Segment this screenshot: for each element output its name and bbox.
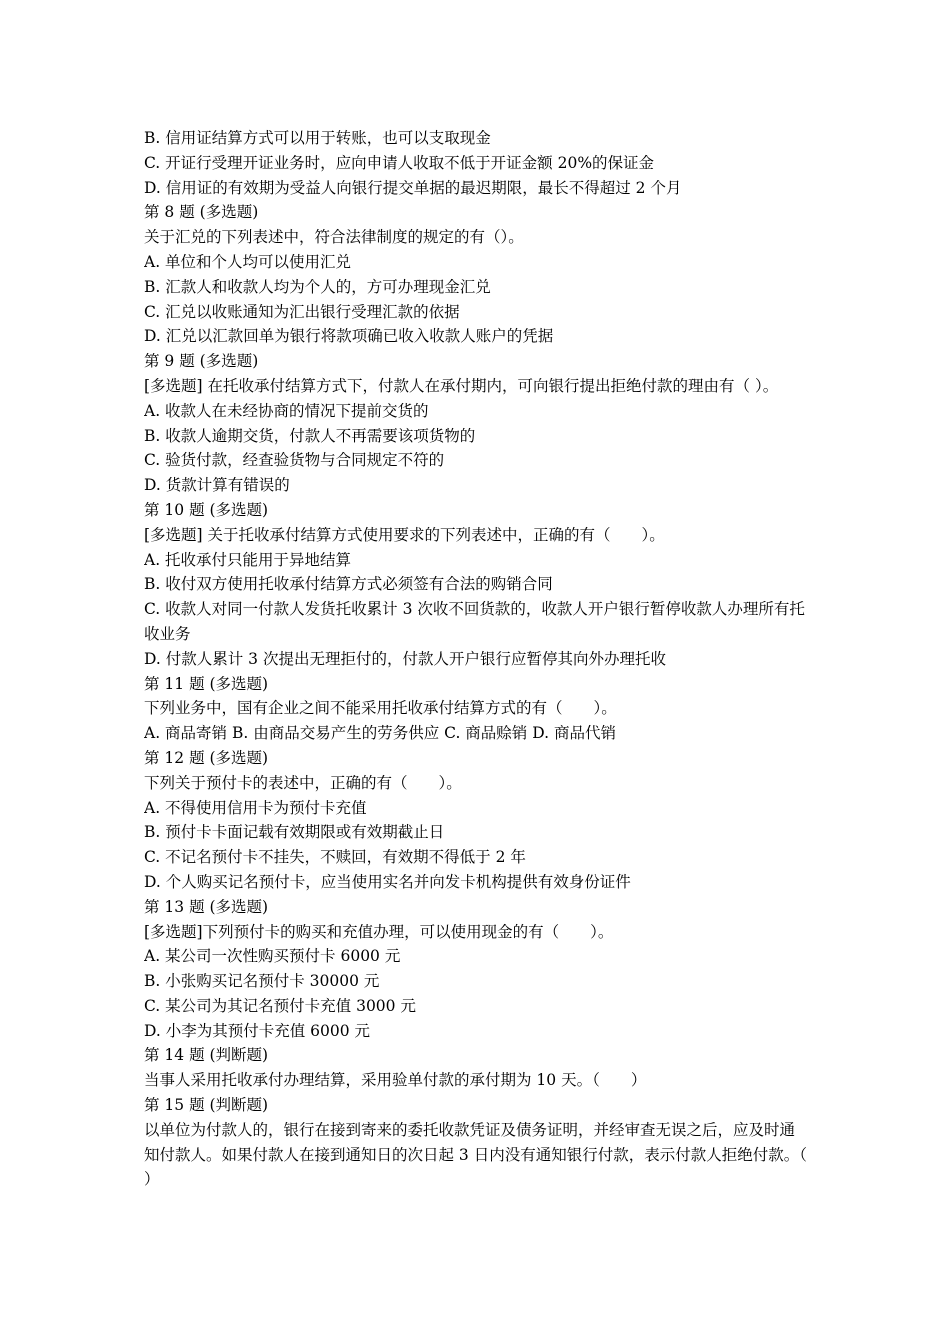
question-text: [多选题] 关于托收承付结算方式使用要求的下列表述中，正确的有（ ）。	[144, 525, 665, 544]
option-line: A. 托收承付只能用于异地结算	[144, 550, 352, 569]
option-line: B. 预付卡卡面记载有效期限或有效期截止日	[144, 823, 445, 842]
option-line: D. 个人购买记名预付卡，应当使用实名并向发卡机构提供有效身份证件	[144, 872, 631, 891]
question-text: 关于汇兑的下列表述中，符合法律制度的规定的有（）。	[144, 228, 524, 247]
question-heading: 第 13 题 (多选题)	[144, 897, 269, 916]
option-line: A. 收款人在未经协商的情况下提前交货的	[144, 401, 429, 420]
question-text: 当事人采用托收承付办理结算，采用验单付款的承付期为 10 天。（ ）	[144, 1071, 647, 1090]
question-text: [多选题]下列预付卡的购买和充值办理，可以使用现金的有（ ）。	[144, 922, 614, 941]
question-heading: 第 11 题 (多选题)	[144, 674, 269, 693]
option-line: D. 信用证的有效期为受益人向银行提交单据的最迟期限，最长不得超过 2 个月	[144, 178, 682, 197]
question-text: 下列关于预付卡的表述中，正确的有（ ）。	[144, 773, 462, 792]
question-heading: 第 8 题 (多选题)	[144, 203, 259, 222]
option-line: B. 收款人逾期交货，付款人不再需要该项货物的	[144, 426, 476, 445]
option-line: A. 不得使用信用卡为预付卡充值	[144, 798, 367, 817]
option-line: C. 汇兑以收账通知为汇出银行受理汇款的依据	[144, 302, 460, 321]
option-line: B. 小张购买记名预付卡 30000 元	[144, 972, 380, 991]
option-line: A. 单位和个人均可以使用汇兑	[144, 252, 352, 271]
option-line: A. 某公司一次性购买预付卡 6000 元	[144, 947, 401, 966]
question-heading: 第 15 题 (判断题)	[144, 1096, 269, 1115]
document-body	[144, 126, 838, 1192]
option-line: D. 货款计算有错误的	[144, 476, 290, 495]
question-text: 以单位为付款人的，银行在接到寄来的委托收款凭证及债务证明，并经审查无误之后，应及时通知付款人。如果付款人在接到通知日的次日起 3 日内没有通知银行付款，表示付款人拒绝付款。（ ）	[144, 1120, 838, 1189]
question-text: 下列业务中，国有企业之间不能采用托收承付结算方式的有（ ）。	[144, 699, 617, 718]
option-line: A. 商品寄销 B. 由商品交易产生的劳务供应 C. 商品赊销 D. 商品代销	[144, 724, 616, 743]
option-line: B. 信用证结算方式可以用于转账，也可以支取现金	[144, 129, 491, 147]
question-heading: 第 14 题 (判断题)	[144, 1046, 269, 1065]
question-text: [多选题] 在托收承付结算方式下，付款人在承付期内，可向银行提出拒绝付款的理由有（ ）。	[144, 376, 779, 395]
option-line: C. 某公司为其记名预付卡充值 3000 元	[144, 996, 416, 1015]
option-line: D. 小李为其预付卡充值 6000 元	[144, 1021, 371, 1040]
option-line: C. 收款人对同一付款人发货托收累计 3 次收不回货款的，收款人开户银行暂停收款人办理所有托收业务	[144, 600, 805, 643]
option-line: C. 不记名预付卡不挂失，不赎回，有效期不得低于 2 年	[144, 848, 526, 867]
question-heading: 第 10 题 (多选题)	[144, 500, 269, 519]
option-line: B. 收付双方使用托收承付结算方式必须签有合法的购销合同	[144, 575, 553, 594]
option-line: C. 验货付款，经查验货物与合同规定不符的	[144, 451, 445, 470]
option-line: C. 开证行受理开证业务时，应向申请人收取不低于开证金额 20%的保证金	[144, 153, 655, 172]
question-heading: 第 9 题 (多选题)	[144, 352, 259, 371]
option-line: B. 汇款人和收款人均为个人的，方可办理现金汇兑	[144, 277, 491, 296]
option-line: D. 汇兑以汇款回单为银行将款项确已收入收款人账户的凭据	[144, 327, 554, 346]
question-heading: 第 12 题 (多选题)	[144, 748, 269, 767]
option-line: D. 付款人累计 3 次提出无理拒付的，付款人开户银行应暂停其向外办理托收	[144, 649, 666, 668]
